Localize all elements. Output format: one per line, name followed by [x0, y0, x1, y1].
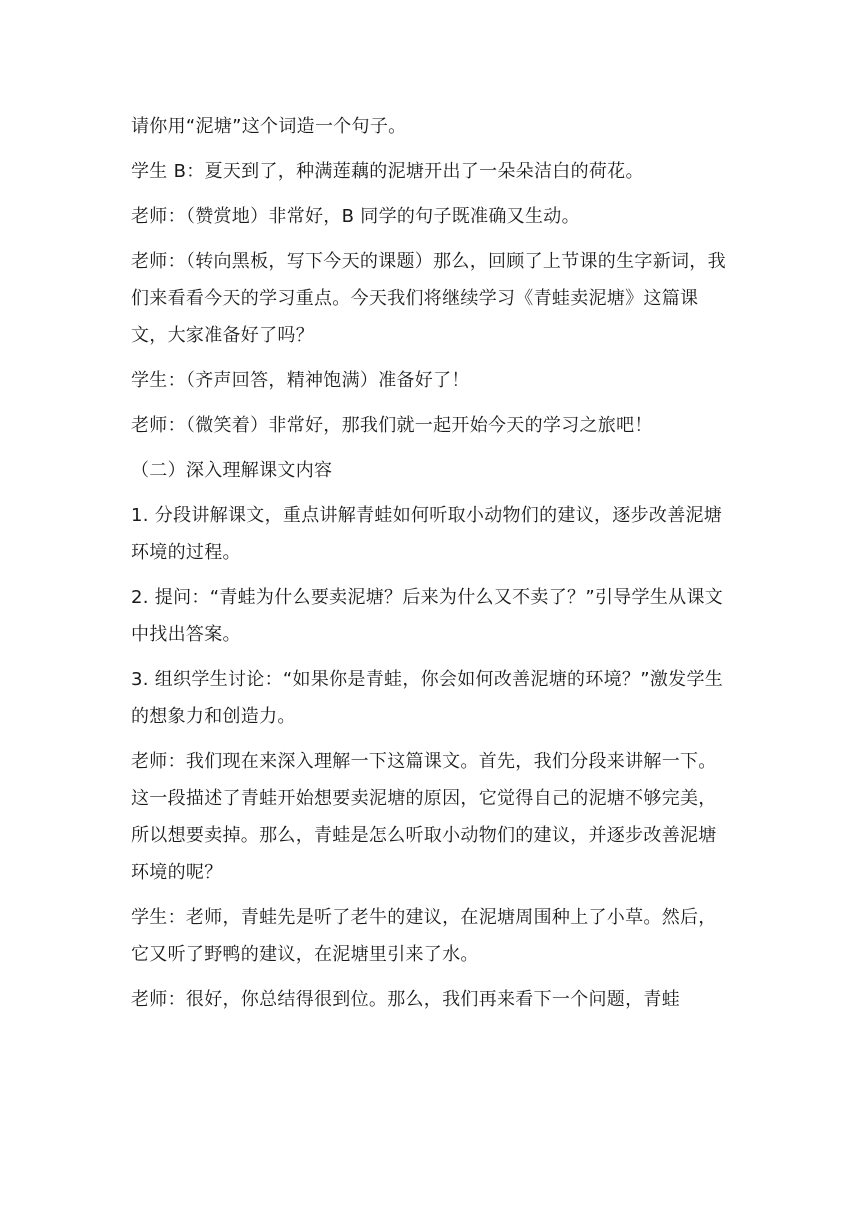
paragraph-teacher-explain: 老师：我们现在来深入理解一下这篇课文。首先，我们分段来讲解一下。这一段描述了青蛙开始想要卖泥塘的原因，它觉得自己的泥塘不够完美，所以想要卖掉。那么，青蛙是怎么听取小动物们的建议，并逐步改善泥塘环境的呢？: [131, 751, 717, 883]
list-item-1: 1. 分段讲解课文，重点讲解青蛙如何听取小动物们的建议，逐步改善泥塘环境的过程。: [131, 505, 723, 563]
paragraph-students-ready: 学生：（齐声回答，精神饱满）准备好了！: [131, 370, 470, 391]
section-heading: （二）深入理解课文内容: [131, 460, 333, 481]
list-item-2: 2. 提问：“青蛙为什么要卖泥塘？后来为什么又不卖了？”引导学生从课文中找出答案。: [131, 587, 724, 645]
paragraph-student-answer: 学生：老师，青蛙先是听了老牛的建议，在泥塘周围种上了小草。然后，它又听了野鸭的建议，在泥塘里引来了水。: [131, 907, 717, 965]
paragraph-student-b: 学生 B：夏天到了，种满莲藕的泥塘开出了一朵朵洁白的荷花。: [131, 161, 644, 182]
paragraph-teacher-praise: 老师：（赞赏地）非常好，B 同学的句子既准确又生动。: [131, 206, 580, 227]
paragraph-teacher-next: 老师：很好，你总结得很到位。那么，我们再来看下一个问题，青蛙: [131, 989, 680, 1010]
paragraph-teacher-start: 老师：（微笑着）非常好，那我们就一起开始今天的学习之旅吧！: [131, 415, 653, 436]
list-item-3: 3. 组织学生讨论：“如果你是青蛙，你会如何改善泥塘的环境？”激发学生的想象力和创造力。: [131, 669, 724, 727]
paragraph-teacher-topic: 老师：（转向黑板，写下今天的课题）那么，回顾了上节课的生字新词，我们来看看今天的学习重点。今天我们将继续学习《青蛙卖泥塘》这篇课文，大家准备好了吗？: [131, 251, 726, 346]
paragraph-prompt: 请你用“泥塘”这个词造一个句子。: [131, 116, 407, 137]
document-body: [131, 108, 731, 1018]
